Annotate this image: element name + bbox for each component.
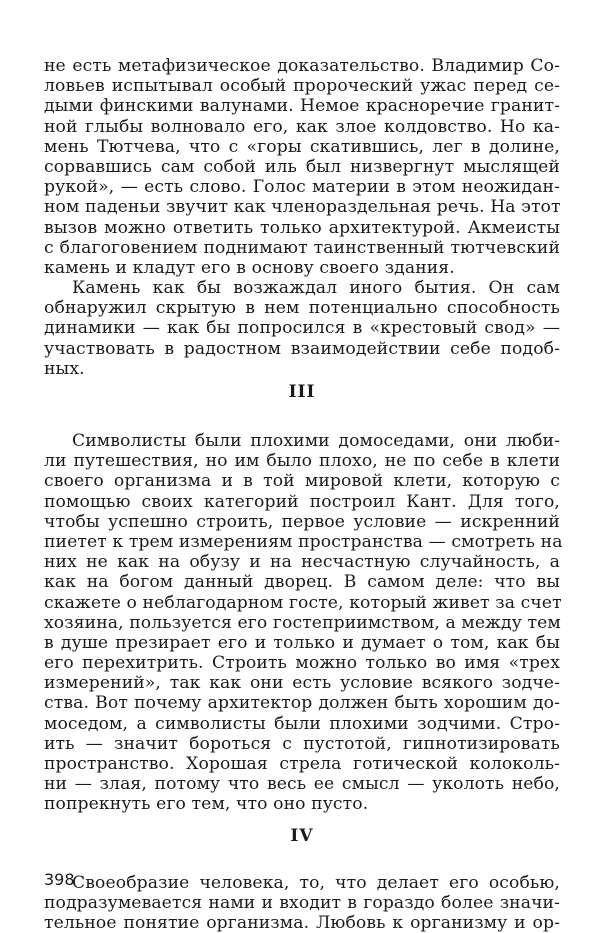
text-line: хозяина, пользуется его гостеприимством, а между тем [44, 612, 561, 633]
text-line: дыми финскими валунами. Немое красноречие гранит- [44, 96, 560, 117]
text-line: своего организма и в той мировой клети, которую с [44, 471, 560, 492]
text-line: подразумевается нами и входит в гораздо более значи- [44, 892, 560, 913]
text-line: чтобы успешно строить, первое условие — искренний [44, 511, 560, 532]
page-body [44, 56, 563, 933]
text-line: ни — злая, потому что весь ее смысл — уколоть небо, [44, 774, 560, 795]
section-heading-iii: III [288, 382, 316, 402]
text-line: попрекнуть его тем, что оно пусто. [44, 794, 369, 815]
text-line: вызов можно ответить только архитектурой. Акмеисты [44, 217, 560, 238]
text-line: пространство. Хорошая стрела готической колоколь- [44, 754, 560, 774]
text-line: скажете о неблагодарном госте, который живет за счет [44, 592, 562, 613]
text-line: мень Тютчева, что с «горы скатившись, лег в долине, [44, 136, 560, 157]
text-line: ить — значит бороться с пустотой, гипнотизировать [44, 733, 560, 754]
paragraph-intro-2 [44, 278, 560, 379]
text-line: ства. Вот почему архитектор должен быть хорошим до- [44, 693, 560, 714]
text-line: как на богом данный дворец. В самом деле: что вы [44, 572, 560, 593]
paragraph-intro-1 [44, 56, 560, 278]
text-line: динамики — как бы попросился в «крестовый свод» — [44, 318, 560, 339]
text-line: ной глыбы волновало его, как злое колдовство. Но ка- [44, 116, 560, 137]
paragraph-section-iii [44, 431, 563, 815]
text-line: не есть метафизическое доказательство. Владимир Со- [44, 56, 560, 76]
text-line: измерений», так как они есть условие всякого зодче- [44, 673, 560, 694]
text-line: помощью своих категорий построил Кант. Для того, [44, 491, 560, 512]
paragraph-section-iv [44, 873, 560, 933]
text-line: ных. [44, 358, 85, 379]
text-line: ловьев испытывал особый пророческий ужас перед се- [44, 76, 560, 97]
section-heading-iv: IV [290, 825, 314, 846]
text-line: обнаружил скрытую в нем потенциально способность [44, 298, 560, 319]
text-line: Символисты были плохими домоседами, они люби- [72, 431, 560, 451]
text-line: моседом, а символисты были плохими зодчими. Стро- [44, 713, 560, 734]
text-line: тельное понятие организма. Любовь к организму и ор- [44, 912, 560, 933]
text-line: в душе презирает его и только и думает о том, как бы [44, 632, 560, 653]
text-line: с благоговением поднимают таинственный тютчевский [44, 237, 560, 258]
text-line: его перехитрить. Строить можно только во имя «трех [44, 653, 560, 674]
text-line: ли путешествия, но им было плохо, не по себе в клети [44, 451, 560, 472]
text-line: Своеобразие человека, то, что делает его особью, [72, 872, 560, 893]
text-line: них не как на обузу и на несчастную случайность, а [44, 552, 560, 573]
text-line: сорвавшись сам собой иль был низвергнут мыслящей [44, 156, 560, 177]
text-line: рукой», — есть слово. Голос материи в этом неожидан- [44, 177, 560, 198]
text-line: Камень как бы возжаждал иного бытия. Он сам [72, 278, 560, 299]
text-line: пиетет к трем измерениям пространства — смотреть на [44, 531, 563, 552]
text-line: участвовать в радостном взаимодействии себе подоб- [44, 338, 560, 359]
text-line: ном паденьи звучит как членораздельная речь. На этот [44, 197, 561, 218]
page-number: 398 [44, 870, 75, 889]
text-line: камень и кладут его в основу своего здания. [44, 257, 455, 278]
